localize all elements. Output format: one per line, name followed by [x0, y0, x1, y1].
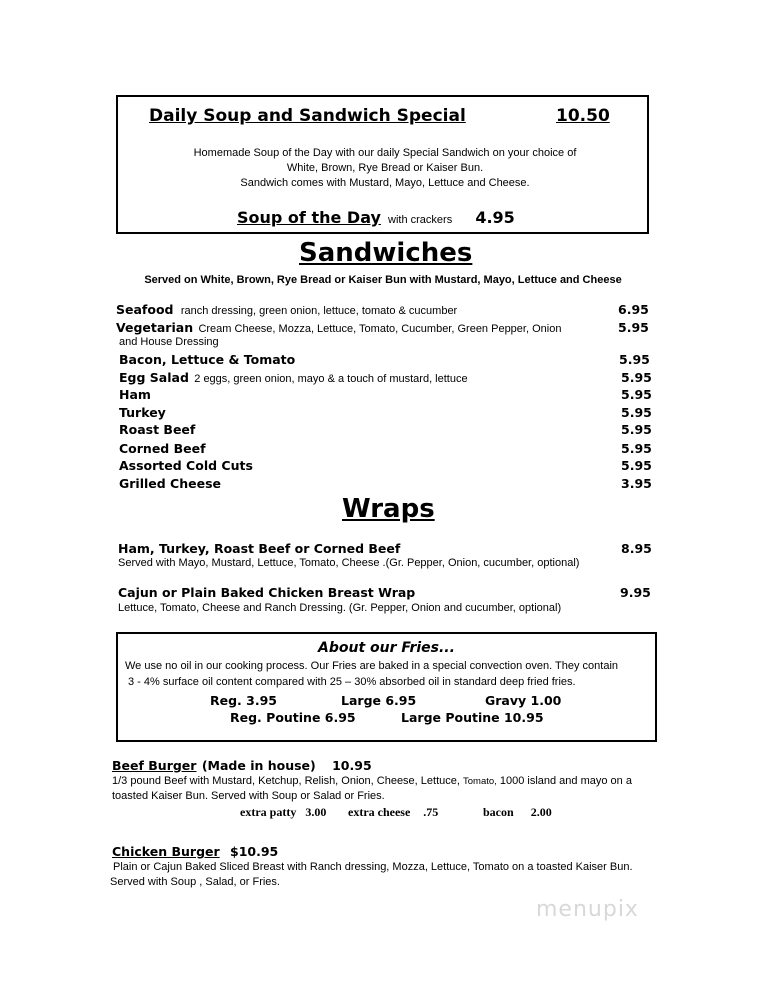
chicken-burger-line: [112, 844, 278, 859]
sandwich-corned-beef: Corned Beef: [119, 441, 206, 456]
chicken-burger-desc-1: Plain or Cajun Baked Sliced Breast with Ranch dressing, Mozza, Lettuce, Tomato on a toasted Kaiser Bun.: [113, 861, 633, 873]
special-price: 10.50: [556, 106, 610, 126]
sandwich-egg-salad: Egg Salad 2 eggs, green onion, mayo & a touch of mustard, lettuce: [119, 370, 468, 385]
wraps-title: Wraps: [342, 494, 435, 524]
price-turkey: 5.95: [621, 405, 652, 420]
menupix-watermark: menupix: [536, 897, 639, 922]
price-ham: 5.95: [621, 387, 652, 402]
fries-desc-2: 3 - 4% surface oil content compared with 25 – 30% absorbed oil in standard deep fried fries.: [128, 676, 576, 688]
beef-burger-desc-2: toasted Kaiser Bun. Served with Soup or Salad or Fries.: [112, 790, 385, 802]
special-desc-3: Sandwich comes with Mustard, Mayo, Lettuce and Cheese.: [240, 177, 530, 189]
sandwich-roast-beef: Roast Beef: [119, 422, 196, 437]
wrap-1-desc: Served with Mayo, Mustard, Lettuce, Tomato, Cheese .(Gr. Pepper, Onion, cucumber, optional): [118, 557, 580, 569]
price-corned-beef: 5.95: [621, 441, 652, 456]
sandwich-grilled-cheese: Grilled Cheese: [119, 476, 222, 491]
soup-label: Soup of the Day: [237, 208, 381, 227]
wrap-1-name: Ham, Turkey, Roast Beef or Corned Beef: [118, 541, 401, 556]
sandwich-blt: Bacon, Lettuce & Tomato: [119, 352, 296, 367]
special-desc-1: Homemade Soup of the Day with our daily Special Sandwich on your choice of: [193, 147, 577, 159]
beef-burger-name: Beef Burger: [112, 758, 197, 773]
price-blt: 5.95: [619, 352, 650, 367]
price-seafood: 6.95: [618, 302, 649, 317]
soup-price: 4.95: [475, 208, 515, 227]
beef-burger-note: (Made in house): [201, 758, 316, 773]
sandwich-turkey: Turkey: [119, 405, 166, 420]
price-vegetarian: 5.95: [618, 320, 649, 335]
soup-note: with crackers: [388, 214, 453, 226]
chicken-burger-price: $10.95: [230, 844, 279, 859]
sandwich-vegetarian: Vegetarian Cream Cheese, Mozza, Lettuce, Tomato, Cucumber, Green Pepper, Onion: [116, 320, 562, 335]
fries-reg-poutine: Reg. Poutine 6.95: [230, 710, 356, 725]
sandwiches-title: Sandwiches: [299, 238, 473, 268]
price-grilled-cheese: 3.95: [621, 476, 652, 491]
extra-cheese: extra cheese .75: [348, 805, 439, 819]
sandwich-ham: Ham: [119, 387, 151, 402]
chicken-burger-desc-2: Served with Soup , Salad, or Fries.: [110, 876, 280, 888]
beef-burger-price: 10.95: [332, 758, 372, 773]
fries-desc-1: We use no oil in our cooking process. Our Fries are baked in a special convection oven. They contain: [125, 660, 619, 672]
extra-patty: extra patty 3.00: [240, 805, 327, 819]
beef-burger-line: [112, 758, 372, 773]
wrap-2-desc: Lettuce, Tomato, Cheese and Ranch Dressing. (Gr. Pepper, Onion and cucumber, optional): [118, 602, 562, 614]
price-cold-cuts: 5.95: [621, 458, 652, 473]
wrap-2-name: Cajun or Plain Baked Chicken Breast Wrap: [118, 585, 416, 600]
sandwiches-subtitle: Served on White, Brown, Rye Bread or Kaiser Bun with Mustard, Mayo, Lettuce and Cheese: [144, 274, 622, 286]
beef-burger-desc-1: 1/3 pound Beef with Mustard, Ketchup, Relish, Onion, Cheese, Lettuce, Tomato, 1000 island and mayo on a: [112, 775, 632, 787]
price-roast-beef: 5.95: [621, 422, 652, 437]
fries-large: Large 6.95: [341, 693, 417, 708]
wrap-1-price: 8.95: [621, 541, 652, 556]
special-title: Daily Soup and Sandwich Special: [149, 106, 466, 126]
price-egg-salad: 5.95: [621, 370, 652, 385]
sandwich-seafood: Seafood ranch dressing, green onion, lettuce, tomato & cucumber: [116, 302, 458, 317]
sandwich-vegetarian-desc2: and House Dressing: [119, 336, 219, 348]
fries-large-poutine: Large Poutine 10.95: [401, 710, 544, 725]
extra-bacon: bacon 2.00: [483, 805, 552, 819]
fries-reg: Reg. 3.95: [210, 693, 277, 708]
special-desc-2: White, Brown, Rye Bread or Kaiser Bun.: [286, 162, 484, 174]
wrap-2-price: 9.95: [620, 585, 651, 600]
fries-gravy: Gravy 1.00: [485, 693, 562, 708]
sandwich-cold-cuts: Assorted Cold Cuts: [119, 458, 253, 473]
soup-line: [237, 208, 515, 227]
chicken-burger-name: Chicken Burger: [112, 844, 220, 859]
fries-title: About our Fries...: [318, 640, 455, 656]
